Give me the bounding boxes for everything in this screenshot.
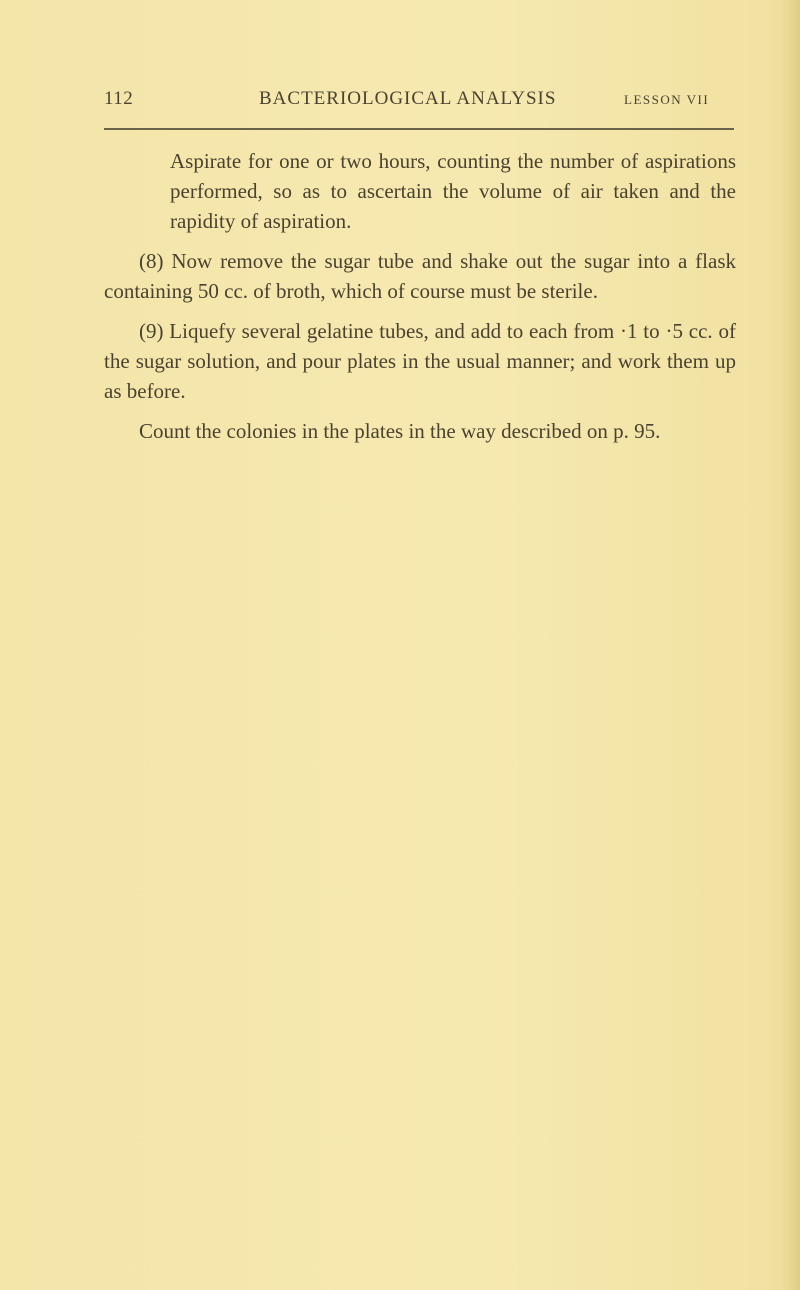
page-edge-shadow — [786, 0, 800, 1290]
paragraph-step-8: (8) Now remove the sugar tube and shake out the sugar into a flask containing 50 cc. of broth, which of course must be sterile. — [104, 249, 736, 303]
page-number: 112 — [104, 88, 134, 109]
paragraph-count-colonies: Count the colonies in the plates in the way described on p. 95. — [139, 419, 661, 443]
header-rule — [104, 128, 734, 130]
body-text — [104, 146, 736, 456]
running-head-title: BACTERIOLOGICAL ANALYSIS — [259, 88, 557, 109]
running-head — [104, 88, 734, 118]
paragraph-step-9: (9) Liquefy several gelatine tubes, and add to each from ·1 to ·5 cc. of the sugar solution, and pour plates in the usual manner; and work them up as before. — [104, 319, 736, 403]
lesson-label: LESSON VII — [624, 92, 710, 107]
paragraph-aspirate: Aspirate for one or two hours, counting the number of aspirations performed, so as to ascertain the volume of air taken and the rapidity of aspiration. — [170, 149, 736, 233]
